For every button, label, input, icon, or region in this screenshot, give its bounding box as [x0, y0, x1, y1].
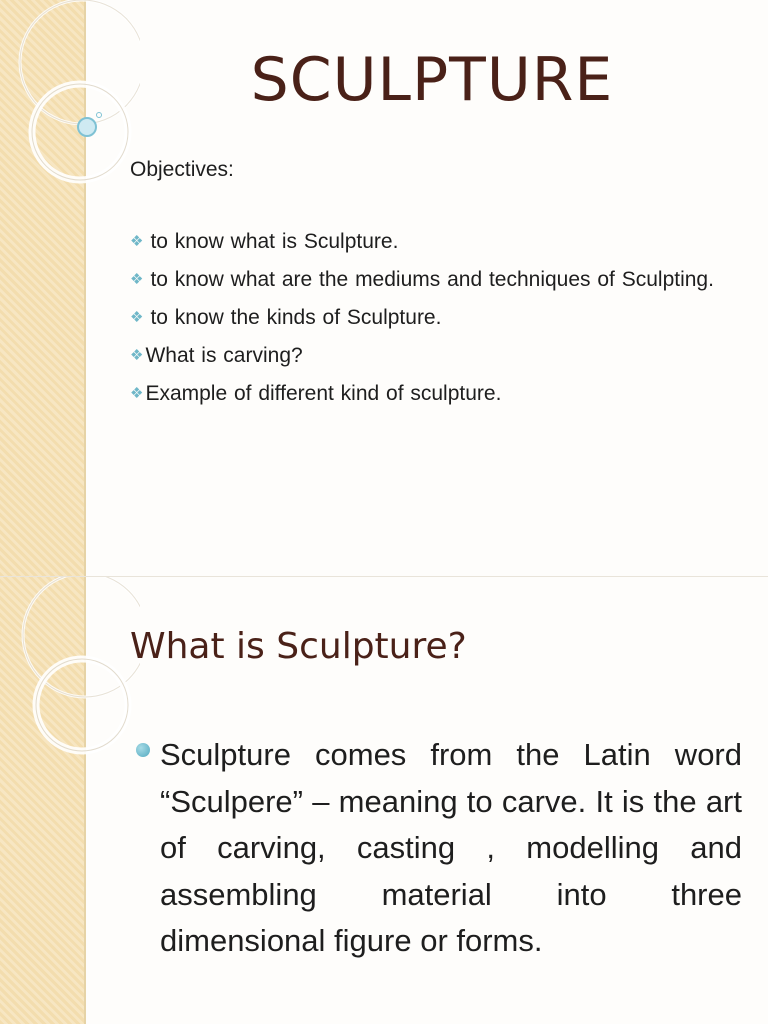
round-dot-icon — [136, 743, 150, 757]
diamond-dots-icon: ❖ — [130, 271, 144, 288]
objectives-label: Objectives: — [130, 158, 234, 181]
blue-bead-icon — [78, 118, 96, 136]
diamond-dots-icon: ❖ — [130, 309, 144, 326]
decorative-rings-icon — [0, 577, 140, 777]
list-item: ❖ to know the kinds of Sculpture. — [130, 303, 736, 335]
slide-2 — [0, 577, 768, 1024]
objectives-list — [130, 227, 736, 411]
list-item: ❖What is carving? — [130, 341, 736, 373]
list-item: ❖ to know what is Sculpture. — [130, 227, 736, 259]
definition-paragraph: Sculpture comes from the Latin word “Sculpere” – meaning to carve. It is the art of carving, casting , modelling and assembling material into three dimensional figure or forms. — [160, 737, 742, 958]
diamond-dots-icon: ❖ — [130, 347, 144, 364]
list-item: ❖Example of different kind of sculpture. — [130, 379, 736, 411]
section-heading: What is Sculpture? — [130, 626, 467, 667]
list-item: ❖ to know what are the mediums and techniques of Sculpting. — [130, 265, 736, 297]
slide-title: SCULPTURE — [250, 45, 614, 115]
diamond-dots-icon: ❖ — [130, 233, 144, 250]
objectives-body — [130, 155, 736, 417]
diamond-dots-icon: ❖ — [130, 385, 144, 402]
